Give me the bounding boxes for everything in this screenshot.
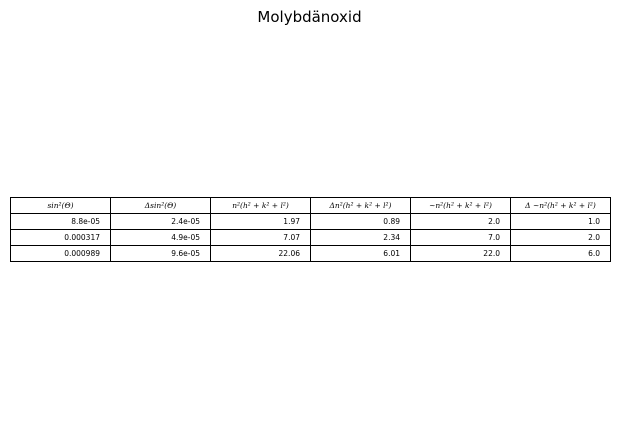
- table-cell: 0.000317: [11, 230, 111, 246]
- table-cell: 8.8e-05: [11, 214, 111, 230]
- table-row: [11, 246, 611, 262]
- table-cell: 6.0: [511, 246, 611, 262]
- column-header: Δ ~n²(h² + k² + l²): [511, 198, 611, 214]
- table-cell: 1.0: [511, 214, 611, 230]
- table-cell: 22.0: [411, 246, 511, 262]
- column-header: Δn²(h² + k² + l²): [311, 198, 411, 214]
- table-cell: 9.6e-05: [111, 246, 211, 262]
- data-table: [10, 197, 611, 262]
- table-row: [11, 230, 611, 246]
- table-row: [11, 214, 611, 230]
- table-cell: 22.06: [211, 246, 311, 262]
- table-cell: 7.0: [411, 230, 511, 246]
- column-header: n²(h² + k² + l²): [211, 198, 311, 214]
- table-cell: 0.89: [311, 214, 411, 230]
- table-cell: 0.000989: [11, 246, 111, 262]
- chart-title: Molybdänoxid: [257, 8, 362, 26]
- column-header: ~n²(h² + k² + l²): [411, 198, 511, 214]
- table-cell: 6.01: [311, 246, 411, 262]
- table-cell: 4.9e-05: [111, 230, 211, 246]
- table-cell: 2.0: [411, 214, 511, 230]
- table-header-row: [11, 198, 611, 214]
- table-cell: 2.0: [511, 230, 611, 246]
- table-cell: 2.4e-05: [111, 214, 211, 230]
- table-cell: 2.34: [311, 230, 411, 246]
- table-cell: 7.07: [211, 230, 311, 246]
- column-header: Δsin²(Θ): [111, 198, 211, 214]
- table-cell: 1.97: [211, 214, 311, 230]
- column-header: sin²(Θ): [11, 198, 111, 214]
